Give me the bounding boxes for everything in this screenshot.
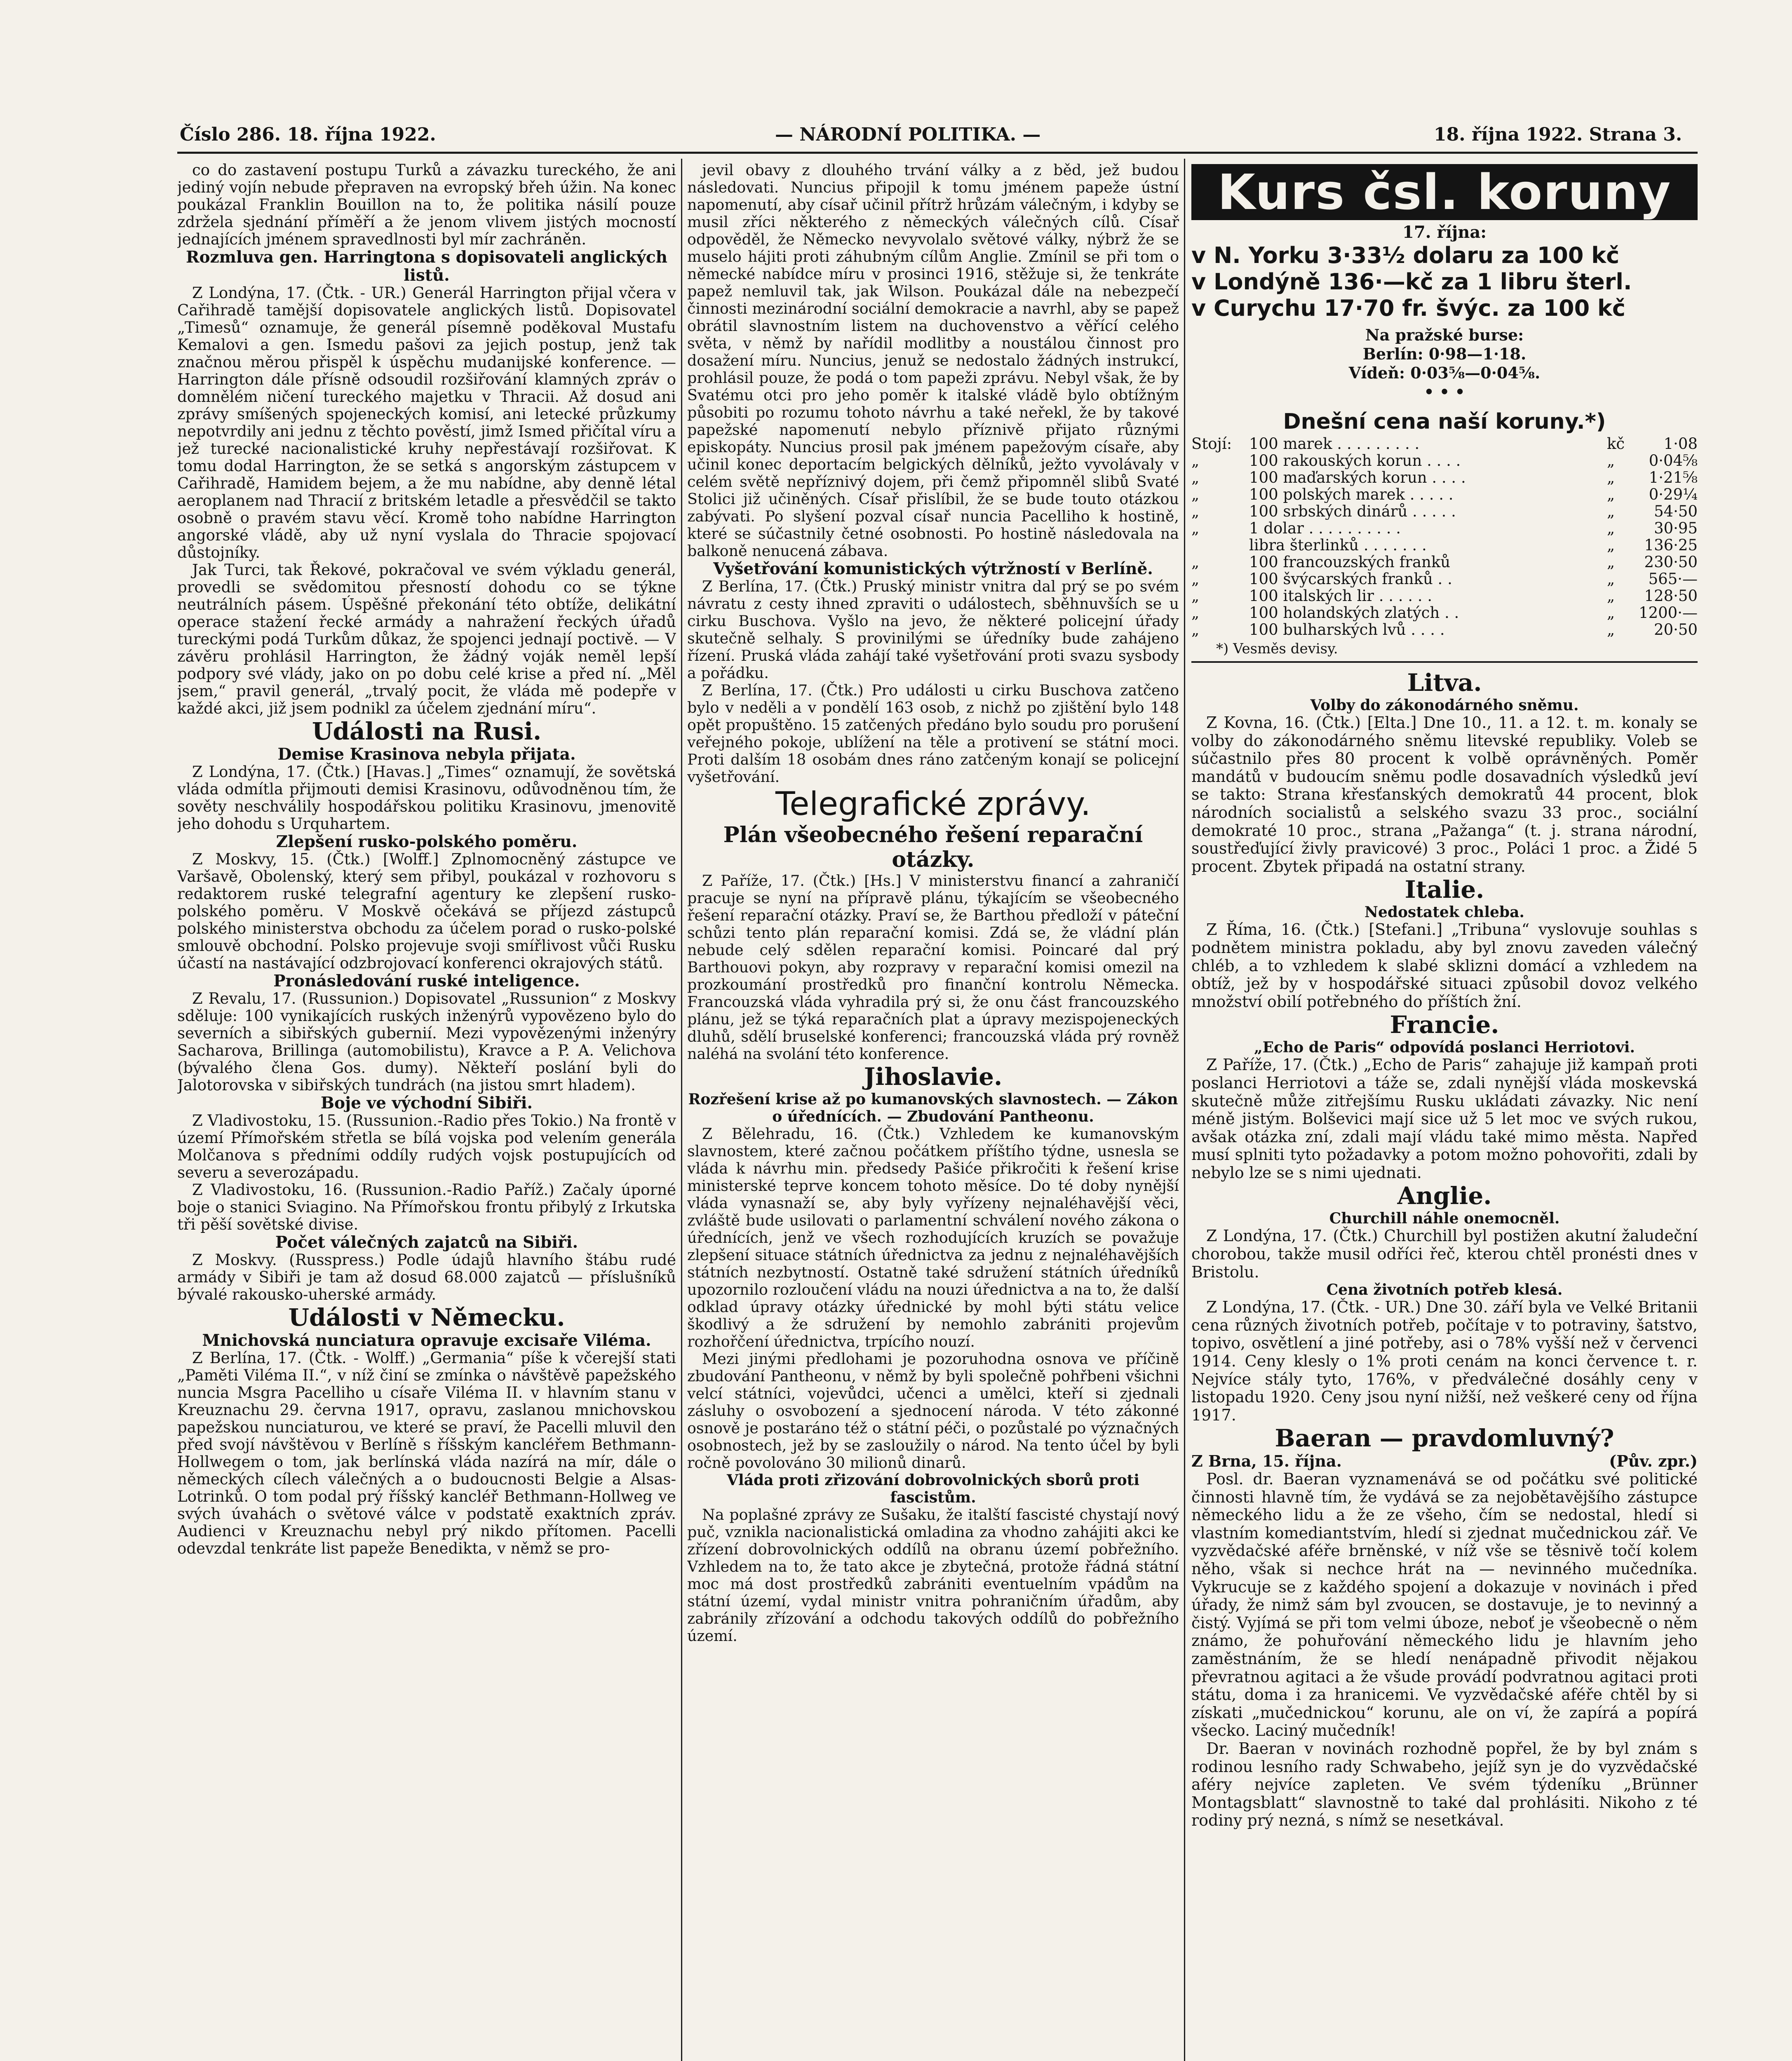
- article-headline: Mnichovská nunciatura opravuje excisaře Viléma.: [202, 1331, 651, 1350]
- rate-cur: „: [1607, 486, 1615, 503]
- article-paragraph: Z Londýna, 17. (Čtk. - UR.) Generál Harrington přijal včera v Cařihradě tamější dopisovatele anglických listů. Dopisovatel „Timesů“ oznamuje, že generál písemně poděkoval Mustafu Kemalovi a gen. Ismedu pašovi za jejich postup, jenž tak značnou měrou přispěl k úspěchu mudanijské konference. — Harrington dále přísně odsoudil rozšiřování klamných zpráv o domnělém ničení tureckého majetku v Thracii. Až dosud ani zprávy smíšených spojeneckých komisí, ani letecké průzkumy nepotvrdily ani jednu z těchto pověstí, jimž Ismed přičítal víru a jež turecké nacionalistické kruhy nepřestávají rozšiřovat. K tomu dodal Harrington, že se setká s angorským zástupcem v Cařihradě, Hamidem bejem, a že mu nabídne, aby denně létal aeroplanem nad Thracií z britském letadle a přesvědčil se takto osobně o pravém stavu věcí. Kromě toho nabídne Harrington angorské vládě, aby už nyní vyslala do Thracie spojovací důstojníky.: [177, 284, 676, 561]
- article-paragraph: Dr. Baeran v novinách rozhodně popřel, že by byl znám s rodinou lesního rady Schwabeho, jejíž syn je do vyzvědačské aféry nejvíce zapleten. Ve svém týdeníku „Brünner Montagsblatt“ slavnostně to také dal prohlásiti. Nikoho z té rodiny prý nezná, s nímž se nesetkával.: [1191, 1739, 1698, 1830]
- section-heading: Francie.: [1390, 1011, 1499, 1039]
- koruna-table-title: Dnešní cena naší koruny.*): [1283, 409, 1606, 434]
- rate-row: [1191, 537, 1698, 554]
- article-paragraph: co do zastavení postupu Turků a závazku tureckého, že ani jediný vojín nebude přepraven na evropský břeh úžin. Na konec poukázal Franklin Bouillon na to, že politika násilí pouze zdržela sjednání příměří a že jenom vlivem jistých mocností jednajících jménem spravedlnosti byl mír zachráněn.: [177, 162, 676, 248]
- rate-cur: „: [1607, 452, 1615, 469]
- rate-rate: 20·50: [1654, 621, 1698, 638]
- article-paragraph: Z Paříže, 17. (Čtk.) [Hs.] V ministerstvu financí a zahraničí pracuje se nyní na přípravě plánu, týkajícím se všeobecného řešení reparační otázky. Praví se, že Barthou předloží v páteční schůzi tento plán reparační komisi. Zdá se, že vládní plán nebude celý sdělen reparační komisi. Poincaré dal prý Barthouovi pokyn, aby rozpravy v reparační komisi omezil na prozkoumání prostředků pro finanční kontrolu Německa. Francouzská vláda vyhradila prý si, že onu část francouzského plánu, jež se týká reparačních plat a úpravy mezispojeneckých dluhů, sdělí bruselské konferenci; francouzská vláda prý rovněž naléhá na svolání této konference.: [687, 872, 1179, 1063]
- rate-rate: 136·25: [1644, 536, 1698, 554]
- article-paragraph: Mezi jinými předlohami je pozoruhodna osnova ve příčině zbudování Pantheonu, v němž by byli společně pohřbeni všichni velcí státníci, vojevůdci, učenci a umělci, kteří si zjednali zásluhy o osvobození a sjednocení národa. V této zákonné osnově je postaráno též o státní péči, o pozůstalé po význačných osobnostech, jež by se zasloužily o národ. Na tento účel by byli ročně povolováno 30 milionů dinarů.: [687, 1350, 1179, 1472]
- rate-cur: „: [1607, 570, 1615, 588]
- exchange-date: 17. října:: [1402, 223, 1487, 242]
- exchange-rate-london: v Londýně 136·—kč za 1 libru šterl.: [1191, 269, 1632, 295]
- article-paragraph: jevil obavy z dlouhého trvání války a z běd, jež budou následovati. Nuncius připojil k tomu jménem papeže ústní napomenutí, aby císař učinil přítrž hrůzám válečným, i kdyby se musil zříci některého z německých válečných cílů. Císař odpověděl, že Německo nevyvolalo světové války, nýbrž že se muselo hájiti proti záhubným cílům Anglie. Zmínil se při tom o německé nabídce míru v prosinci 1916, stěžuje si, že tenkráte papež nemluvil tak, jak Wilson. Poukázal dále na nebezpečí činnosti mezinárodní sociální demokracie a navrhl, aby se papež obrátil slavnostním listem na duchovenstvo a věřící celého světa, v němž by nařídil modlitby a noustálou činnost pro dosažení míru. Nuncius, jenuž se nedostalo žádných instrukcí, prohlásil pouze, že podá o tom papeži zprávu. Nebyl však, že by Svatému otci pro jeho poměr k italské vládě bylo obtížným působiti po rozumu tohoto návrhu a také neřekl, že by takové papežské napomenutí nebylo příznivě přijato různými episkopáty. Nuncius prosil pak jménem papežovým císaře, aby učinil konec deportacím belgických dělníků, ježto vyvolávaly v celém světě nepříznivý dojem, při čemž připomněl slibů Svaté Stolici již učiněných. Císař přislíbil, že se bude touto otázkou zabývati. Po slyšení pozval císař nuncia Pacelliho k hostině, které se súčastnily četné osobnosti. Po hostině následovala na balkoně nenucená zábava.: [687, 162, 1179, 560]
- article-headline: Rozřešení krise až po kumanovských slavnostech. — Zákon o úřednících. — Zbudování Pantheonu.: [688, 1091, 1178, 1125]
- rate-unit: 100 bulharských lvů . . . .: [1249, 621, 1445, 638]
- dateline: [1191, 1452, 1698, 1470]
- burse-title: Na pražské burse:: [1365, 326, 1524, 344]
- rate-cur: kč: [1607, 435, 1625, 453]
- section-heading: Telegrafické zprávy.: [775, 786, 1091, 823]
- rate-cur: „: [1607, 469, 1615, 486]
- article-headline: Počet válečných zajatců na Sibiři.: [275, 1233, 578, 1252]
- rate-cur: „: [1607, 502, 1615, 520]
- article-paragraph: Z Berlína, 17. (Čtk.) Pruský ministr vnitra dal prý se po svém návratu z cesty ihned zpraviti o událostech, sběhnuvších se u cirku Buschova. Vyšlo na jevo, že některé policejní úřady skutečně selhaly. S provinilými se úředníky bude zahájeno řízení. Pruská vláda zahájí také vyšetřování proti svazu sysbody a pořádku.: [687, 577, 1179, 682]
- article-headline: Volby do zákonodárného sněmu.: [1310, 697, 1579, 714]
- header-rule: [177, 152, 1698, 154]
- article-paragraph: Z Vladivostoku, 15. (Russunion.-Radio přes Tokio.) Na frontě v území Přímořském střetla se bílá vojska pod velením generála Molčanova s předními oddíly rudých vojsk postupujících od severu a severozápadu.: [177, 1112, 676, 1181]
- article-paragraph: Z Revalu, 17. (Russunion.) Dopisovatel „Russunion“ z Moskvy sděluje: 100 vynikajících ruských inženýrů vypovězeno bylo do severních a sibiřských gubernií. Mezi vypovězenými inženýry Sacharova, Brillinga (automobilistu), Kravce a P. A. Velichova (bývalého člena Gos. dumy). Někteří poslání byli do Jalotorovska v sibiřských tundrách (na jistou smrt hladem).: [177, 990, 676, 1094]
- rate-unit: 100 švýcarských franků . .: [1249, 570, 1452, 587]
- rate-pre: Stojí:: [1191, 435, 1232, 453]
- rate-row: [1191, 604, 1698, 621]
- rate-unit: 100 maďarských korun . . . .: [1249, 469, 1466, 486]
- rate-rate: 1·08: [1663, 435, 1698, 453]
- rate-pre: „: [1191, 587, 1200, 605]
- rate-unit: 100 rakouských korun . . . .: [1249, 452, 1461, 469]
- article-headline: Vyšetřování komunistických výtržností v Berlíně.: [713, 559, 1153, 578]
- rate-rate: 565·—: [1648, 570, 1698, 588]
- rate-rate: 0·29¼: [1649, 486, 1698, 503]
- exchange-rate-zurich: v Curychu 17·70 fr. švýc. za 100 kč: [1191, 295, 1625, 321]
- rate-pre: „: [1191, 452, 1200, 469]
- rate-pre: „: [1191, 469, 1200, 486]
- rate-unit: 100 polských marek . . . . .: [1249, 486, 1454, 503]
- rate-cur: „: [1607, 519, 1615, 537]
- rate-unit: 100 srbských dinárů . . . . .: [1249, 503, 1456, 520]
- column-divider-1: [681, 159, 682, 2061]
- column-divider-2: [1184, 159, 1185, 2061]
- rate-pre: „: [1191, 553, 1200, 571]
- article-headline: Rozmluva gen. Harringtona s dopisovateli anglických listů.: [186, 248, 667, 285]
- rate-pre: „: [1191, 604, 1200, 622]
- rate-cur: „: [1607, 587, 1615, 605]
- rate-row: [1191, 520, 1698, 537]
- exchange-title: Kurs čsl. koruny: [1191, 164, 1698, 220]
- section-heading: Události v Německu.: [288, 1303, 565, 1331]
- section-heading: Baeran — pravdomluvný?: [1275, 1424, 1614, 1453]
- separator-dots: • • •: [1424, 383, 1465, 401]
- section-heading: Události na Rusi.: [312, 717, 542, 745]
- rate-cur: „: [1607, 621, 1615, 638]
- column-2: [687, 162, 1179, 2061]
- article-headline: Pronásledování ruské inteligence.: [273, 972, 580, 991]
- article-paragraph: Z Moskvy. (Russpress.) Podle údajů hlavního štábu rudé armády v Sibiři je tam až dosud 68.000 zajatců — příslušníků bývalé rakousko-uherské armády.: [177, 1251, 676, 1303]
- rate-pre: „: [1191, 519, 1200, 537]
- rate-row: [1191, 486, 1698, 503]
- rate-pre: [1191, 537, 1249, 554]
- rate-cur: „: [1607, 604, 1615, 622]
- rate-row: [1191, 570, 1698, 587]
- article-headline: Cena životních potřeb klesá.: [1326, 1281, 1563, 1299]
- dateline-part: (Pův. zpr.): [1609, 1452, 1698, 1471]
- rate-cur: „: [1607, 536, 1615, 554]
- section-heading: Italie.: [1404, 876, 1484, 904]
- rate-unit: 100 holandských zlatých . .: [1249, 604, 1459, 621]
- article-paragraph: Z Bělehradu, 16. (Čtk.) Vzhledem ke kumanovským slavnostem, které začnou počátkem příštího týdne, usnesla se vláda k návrhu min. předsedy Pašiće přikročiti k řešení krise ministerské teprve koncem tohoto měsíce. Do té doby nynější vláda vynasnaží se, aby byly vyřízeny nejnaléhavější věci, zvláště bude usilovati o parlamentní schválení nového zákona o úřednících, jenž ve všech rozhodujících kruzích se považuje zlepšení situace státních úřednictva za jednu z nejnaléhavějších státních nezbytností. Ostatně také sdružení státních úředníků upozornilo rozloučení vládu na nouzi úřednictva a na to, že další odklad úpravy otázky úřednické by mohl býti státu velice škodlivý a že sdružení by nemohlo zabrániti projevům rozhořčení úřednictva, trpícího nouzí.: [687, 1125, 1179, 1350]
- article-headline: „Echo de Paris“ odpovídá poslanci Herriotovi.: [1254, 1039, 1635, 1056]
- column-3-articles: [1191, 669, 1698, 1830]
- article-paragraph: Z Paříže, 17. (Čtk.) „Echo de Paris“ zahajuje již kampaň proti poslanci Herriotovi a táže se, zdali nynější vláda moskevská skutečně může zitřejšímu Rusku ukládati závazky. Nic není méně jistým. Bolševici mají sice už 5 let moc ve svých rukou, avšak otázka zní, zdali mají vládu také mimo města. Napřed musí splniti tyto požadavky a potom možno pohovořiti, zdali by nebylo lze se s nimi ujednati.: [1191, 1056, 1698, 1182]
- article-headline: Boje ve východní Sibiři.: [321, 1094, 533, 1113]
- dateline-part: Z Brna, 15. října.: [1191, 1452, 1342, 1471]
- article-paragraph: Z Říma, 16. (Čtk.) [Stefani.] „Tribuna“ vyslovuje souhlas s podnětem ministra pokladu, aby byl znovu zaveden válečný chléb, a to vzhledem k slabé sklizni domácí a vzhledem na obtíž, jež by v hospodářské situaci způsobil dovoz velkého množství obilí potřebného do příštích žní.: [1191, 920, 1698, 1011]
- rate-rate: 1200·—: [1639, 604, 1698, 622]
- article-paragraph: Z Londýna, 17. (Čtk. - UR.) Dne 30. září byla ve Velké Britanii cena různých životních potřeb, počítaje v to potraviny, šatstvo, topivo, osvětlení a jiné potřeby, asi o 78% vyšší než v červenci 1914. Ceny klesly o 1% proti cenám na konci července t. r. Nejvíce stály tyto, 176%, v předválečné dosáhly ceny v listopadu 1920. Ceny jsou nyní nižší, než veškeré ceny od října 1917.: [1191, 1298, 1698, 1424]
- exchange-rate-newyork: v N. Yorku 3·33½ dolaru za 100 kč: [1191, 242, 1620, 268]
- rate-cur: „: [1607, 553, 1615, 571]
- rate-row: [1191, 469, 1698, 486]
- article-paragraph: Z Londýna, 17. (Čtk.) Churchill byl postižen akutní žaludeční chorobou, takže musil odříci řeč, kterou chtěl pronésti dnes v Bristolu.: [1191, 1227, 1698, 1281]
- article-paragraph: Jak Turci, tak Řekové, pokračoval ve svém výkladu generál, provedli se svědomitou přesností dohodu co se týkne neutrálních pásem. Úspěšné překonání této obtíže, delikátní operace stažení řecké armády a nahražení řeckých úřadů tureckými podá Turkům důkaz, že spojenci jednají poctivě. — V závěru prohlásil Harrington, že žádný voják neměl lepší podpory své vlády, jako on po dobu celé krise a před ní. „Měl jsem,“ pravil generál, „trvalý pocit, že vláda mě podepře v každé akci, již jsem podnikl za účelem zjednání míru“.: [177, 561, 676, 717]
- section-heading: Jihoslavie.: [864, 1063, 1003, 1091]
- rate-rate: 128·50: [1644, 587, 1698, 605]
- column-3: [1191, 162, 1698, 2061]
- article-paragraph: Z Berlína, 17. (Čtk.) Pro události u cirku Buschova zatčeno bylo v neděli a v pondělí 163 osob, z nichž po zjištění bylo 148 opět propuštěno. 15 zatčených předáno bylo soudu pro porušení veřejného pokoje, ublížení na těle a protivení se státní moci. Proti dalším 18 osobám dnes ráno zatčeným konají se policejní vyšetřování.: [687, 681, 1179, 786]
- masthead: — NÁRODNÍ POLITIKA. —: [775, 124, 1041, 145]
- rate-row: [1191, 452, 1698, 469]
- rate-row: [1191, 621, 1698, 638]
- rate-rate: 54·50: [1654, 502, 1698, 520]
- article-paragraph: Z Moskvy, 15. (Čtk.) [Wolff.] Zplnomocněný zástupce ve Varšavě, Obolenský, který sem přibyl, poukázal v rozhovoru s redaktorem ruské telegrafní agentury ke zlepšení rusko-polského poměru. V Moskvě očekává se příjezd zástupců polského ministerstva obchodu za účelem porad o rusko-polské smlouvě obchodní. Polsko projevuje svoji smířlivost vůči Rusku účastí na nastávající odzbrojovací konferenci okrajových států.: [177, 850, 676, 972]
- rate-row: [1191, 587, 1698, 604]
- rate-pre: „: [1191, 486, 1200, 503]
- page-number: 18. října 1922. Strana 3.: [1434, 124, 1682, 145]
- article-paragraph: Na poplašné zprávy ze Sušaku, že italští fascisté chystají nový puč, vznikla nacionalistická omladina za vhodno zahájiti akci ke zřízení dobrovolnických oddílů na obranu území pobřežního. Vzhledem na to, že tato akce je zbytečná, protože řádná státní moc má dost prostředků zabrániti eventuelním vpádům na státní území, vydal ministr vnitra pohraničním úřadům, aby zabránily zřízování a odchodu takových oddílů do pobřežního území.: [687, 1506, 1179, 1645]
- article-headline: Churchill náhle onemocněl.: [1329, 1210, 1560, 1228]
- article-paragraph: Z Kovna, 16. (Čtk.) [Elta.] Dne 10., 11. a 12. t. m. konaly se volby do zákonodárného sněmu litevské republiky. Voleb se súčastnilo přes 80 procent k volbě oprávněných. Poměr mandátů v budoucím sněmu podle dosavadních výsledků jeví se takto: Strana křesťanských demokratů 44 procent, blok národních socialistů a selského svazu 33 proc., sociální demokraté 10 proc., strana „Pažanga“ (t. j. strana národní, soustřeďující živly pravicové) 3 proc., Poláci 1 proc. a Židé 5 procent. Zbytek připadá na ostatní strany.: [1191, 714, 1698, 876]
- article-headline: Nedostatek chleba.: [1365, 904, 1524, 921]
- koruna-rate-table: [1191, 435, 1698, 638]
- rate-row: [1191, 435, 1698, 452]
- rate-pre: „: [1191, 502, 1200, 520]
- table-rule: [1191, 661, 1698, 663]
- article-headline: Vláda proti zřizování dobrovolnických sborů proti fascistům.: [727, 1472, 1139, 1506]
- rate-unit: 100 marek . . . . . . . . .: [1249, 435, 1420, 452]
- rate-unit: libra šterlinků . . . . . . .: [1249, 537, 1427, 554]
- rate-unit: 100 italských lir . . . . . .: [1249, 587, 1433, 604]
- rate-pre: „: [1191, 570, 1200, 588]
- column-1: [177, 162, 676, 2061]
- section-heading: Litva.: [1407, 669, 1482, 697]
- article-paragraph: Posl. dr. Baeran vyznamenává se od počátku své politické činnosti hlavně tím, že vydává se za nejobětavějšího zástupce německého lidu a že ze všeho, čím se nedostal, hledí si vlastním komediantstvím, hledí si zjednat mučednickou zář. Ve vyzvědačské aféře brněnské, v níž vše se těsnivě točí kolem něho, však si nechce hrát na — nevinného mučedníka. Vykrucuje se z každého spojení a dokazuje v novinách i před úřady, že nimž sám byl zvoucen, se dostavuje, je to nevinný a čistý. Vyjímá se při tom velmi úboze, neboť je všeobecně o něm známo, že pohuřování německého lidu je hlavním jeho zaměstnáním, že se hledí nenápadně přivodit nějakou převratnou agitaci a že všude provádí podvratnou agitaci proti státu, doma i za hranicemi. Ve vyzvědačské aféře chtěl by si získati „mučednickou“ korunu, ale on ví, že zapírá a popírá všecko. Laciný mučedník!: [1191, 1470, 1698, 1740]
- article-paragraph: Z Berlína, 17. (Čtk. - Wolff.) „Germania“ píše k včerejší stati „Paměti Viléma II.“, v níž činí se zmínka o návštěvě papežského nuncia Msgra Pacelliho u císaře Viléma II. v hlavním stanu v Kreuznachu 29. června 1917, opravu, zaslanou mnichovskou papežskou nunciaturou, ve které se praví, že Pacelli mluvil den před svojí návštěvou v Berlíně s říšským kancléřem Bethmann-Hollwegem o tom, jak berlínská vláda nazírá na mír, dále o německých cílech válečných a o budoucnosti Belgie a Alsas-Lotrinků. O tom podal prý říšský kancléř Bethmann-Hollweg ve svých úvahách o světové válce v podstatě exaktních zpráv. Audienci v Kreuznachu nebyl prý nikdo přítomen. Pacelli odevzdal tenkráte list papeže Benedikta, v němž se pro-: [177, 1349, 676, 1557]
- article-paragraph: Z Londýna, 17. (Čtk.) [Havas.] „Times“ oznamují, že sovětská vláda odmítla přijmouti demisi Krasinovu, odůvodněnou tím, že sověty neschválily hospodářskou politiku Krasinovu, jmenovitě jeho dohodu s Urquhartem.: [177, 763, 676, 833]
- rate-rate: 1·21⅝: [1649, 469, 1698, 486]
- rate-pre: „: [1191, 621, 1200, 638]
- rate-rate: 0·04⅝: [1649, 452, 1698, 469]
- article-headline: Zlepšení rusko-polského poměru.: [276, 832, 578, 851]
- section-heading: Anglie.: [1397, 1182, 1492, 1210]
- rate-unit: 100 francouzských franků: [1249, 554, 1451, 570]
- burse-berlin: Berlín: 0·98—1·18.: [1362, 345, 1527, 363]
- rate-unit: 1 dolar . . . . . . . . . .: [1249, 520, 1401, 537]
- article-headline: Demise Krasinova nebyla přijata.: [277, 745, 576, 764]
- rate-rate: 230·50: [1644, 553, 1698, 571]
- table-footnote: *) Vesměs devisy.: [1216, 641, 1338, 657]
- rate-rate: 30·95: [1654, 519, 1698, 537]
- issue-number: Číslo 286. 18. října 1922.: [180, 124, 436, 145]
- article-paragraph: Z Vladivostoku, 16. (Russunion.-Radio Paříž.) Začaly úporné boje o stanici Sviagino. Na Přímořskou frontu přibylý z Irkutska tři pěší sovětské divise.: [177, 1181, 676, 1233]
- burse-vienna: Vídeň: 0·03⅝—0·04⅝.: [1348, 364, 1541, 382]
- article-headline: Plán všeobecného řešení reparační otázky.: [723, 822, 1143, 872]
- rate-row: [1191, 503, 1698, 520]
- rate-row: [1191, 554, 1698, 570]
